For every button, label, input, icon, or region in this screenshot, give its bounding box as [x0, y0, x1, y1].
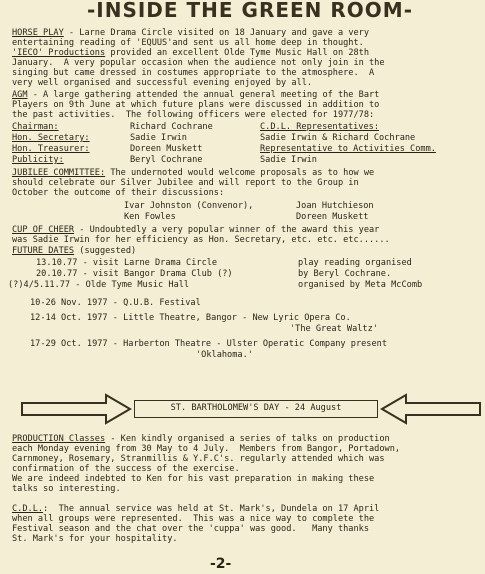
left-arrow-icon	[380, 393, 482, 425]
jubilee-line-1	[12, 168, 374, 178]
ieco-text: provided an excellent Olde Tyme Music Hall on 28th	[105, 48, 370, 58]
future-heading: FUTURE DATES	[12, 246, 75, 256]
jubilee-line-3: October the outcome of their discussions:	[12, 188, 225, 198]
future-heading-line	[12, 246, 136, 256]
horse-play-line-5: singing but came dressed in costumes appropriate to the atmosphere. A	[12, 68, 375, 78]
jubilee-text-1: The undernoted would welcome proposals as to how we	[105, 168, 375, 178]
chairman-name: Richard Cochrane	[130, 122, 213, 132]
future-date-6: 17-29 Oct. 1977 - Harberton Theatre - Ulster Operatic Company present	[30, 339, 387, 349]
production-line-6: talks so interesting.	[12, 484, 121, 494]
secretary-label: Hon. Secretary:	[12, 133, 90, 143]
secretary-name: Sadie Irwin	[130, 133, 187, 143]
cup-line-2: was Sadie Irwin for her efficiency as Hon. Secretary, etc. etc. etc......	[12, 235, 390, 245]
activities-label: Representative to Activities Comm.	[260, 144, 436, 154]
production-line-2: each Monday evening from 30 May to 4 July. Members from Bangor, Portadown,	[12, 444, 401, 454]
future-note-3: organised by Meta McComb	[298, 280, 423, 290]
ieco-heading: 'IECO' Productions	[12, 48, 106, 58]
cdl-line-1	[12, 504, 379, 514]
agm-line-1	[12, 90, 379, 100]
treasurer-name: Doreen Muskett	[130, 144, 203, 154]
chairman-label: Chairman:	[12, 122, 59, 132]
jubilee-member-4: Doreen Muskett	[296, 212, 369, 222]
agm-text-1: - A large gathering attended the annual general meeting of the Bart	[27, 90, 380, 100]
jubilee-member-1: Ivar Johnston (Convenor),	[124, 201, 254, 211]
publicity-label: Publicity:	[12, 155, 64, 165]
ieco-line	[12, 48, 369, 58]
horse-play-line-6: very well organised and successful evening enjoyed by all.	[12, 78, 313, 88]
future-note-6: 'Oklahoma.'	[196, 350, 253, 360]
page-title: -INSIDE THE GREEN ROOM-	[86, 0, 413, 22]
cdl-line-3: Festival season and the chat over the 'cuppa' was good. Many thanks	[12, 524, 369, 534]
horse-play-text-1: - Larne Drama Circle visited on 18 January and gave a very	[63, 28, 370, 38]
production-line-4: confirmation of the success of the exercise.	[12, 464, 240, 474]
production-line-5: We are indeed indebted to Ken for his vast preparation in making these	[12, 474, 375, 484]
future-date-3: (?)4/5.11.77 - Olde Tyme Music Hall	[8, 280, 190, 290]
cdl-line-2: when all groups were represented. This was a nice way to complete the	[12, 514, 375, 524]
jubilee-line-2: should celebrate our Silver Jubilee and will report to the Group in	[12, 178, 359, 188]
cdl-heading: C.D.L.	[12, 504, 44, 514]
cup-heading: CUP OF CHEER	[12, 225, 75, 235]
cdl-reps-label: C.D.L. Representatives:	[260, 122, 379, 132]
right-arrow-icon	[20, 393, 132, 425]
production-text-1: - Ken kindly organised a series of talks on production	[105, 434, 390, 444]
agm-line-3: the past activities. The following officers were elected for 1977/78:	[12, 110, 375, 120]
jubilee-member-3: Ken Fowles	[124, 212, 176, 222]
future-note-2: by Beryl Cochrane.	[298, 269, 392, 279]
future-heading-suffix: (suggested)	[74, 246, 137, 256]
horse-play-line-1	[12, 28, 369, 38]
treasurer-label: Hon. Treasurer:	[12, 144, 90, 154]
horse-play-line-2: entertaining reading of 'EQUUS'and sent us all home deep in thought.	[12, 38, 364, 48]
horse-play-line-4: January. A very popular occasion when the audience not only join in the	[12, 58, 385, 68]
cdl-line-4: St. Mark's for your hospitality.	[12, 534, 178, 544]
future-note-5: 'The Great Waltz'	[290, 324, 378, 334]
publicity-name: Beryl Cochrane	[130, 155, 203, 165]
cup-line-1	[12, 225, 379, 235]
future-date-4: 10-26 Nov. 1977 - Q.U.B. Festival	[30, 298, 201, 308]
future-note-1: play reading organised	[298, 258, 412, 268]
future-date-2: 20.10.77 - visit Bangor Drama Club (?)	[36, 269, 233, 279]
future-date-1: 13.10.77 - visit Larne Drama Circle	[36, 258, 218, 268]
jubilee-member-2: Joan Hutchieson	[296, 201, 374, 211]
production-heading: PRODUCTION Classes	[12, 434, 106, 444]
page-number: -2-	[210, 556, 232, 572]
cup-text-1: - Undoubtedly a very popular winner of the award this year	[74, 225, 380, 235]
cdl-reps-names: Sadie Irwin & Richard Cochrane	[260, 133, 416, 143]
agm-heading: AGM	[12, 90, 28, 100]
activities-name: Sadie Irwin	[260, 155, 317, 165]
future-date-5: 12-14 Oct. 1977 - Little Theatre, Bangor - New Lyric Opera Co.	[30, 313, 351, 323]
jubilee-heading: JUBILEE COMMITTEE:	[12, 168, 106, 178]
production-line-3: Carnmoney, Rosemary, Stranmillis & Y.F.C's. regularly attended which was	[12, 454, 385, 464]
banner: ST. BARTHOLOMEW'S DAY - 24 August	[134, 400, 378, 418]
agm-line-2: Players on 9th June at which future plans were discussed in addition to	[12, 100, 380, 110]
production-line-1	[12, 434, 390, 444]
horse-play-heading: HORSE PLAY	[12, 28, 64, 38]
cdl-text-1: : The annual service was held at St. Mark's, Dundela on 17 April	[43, 504, 380, 514]
